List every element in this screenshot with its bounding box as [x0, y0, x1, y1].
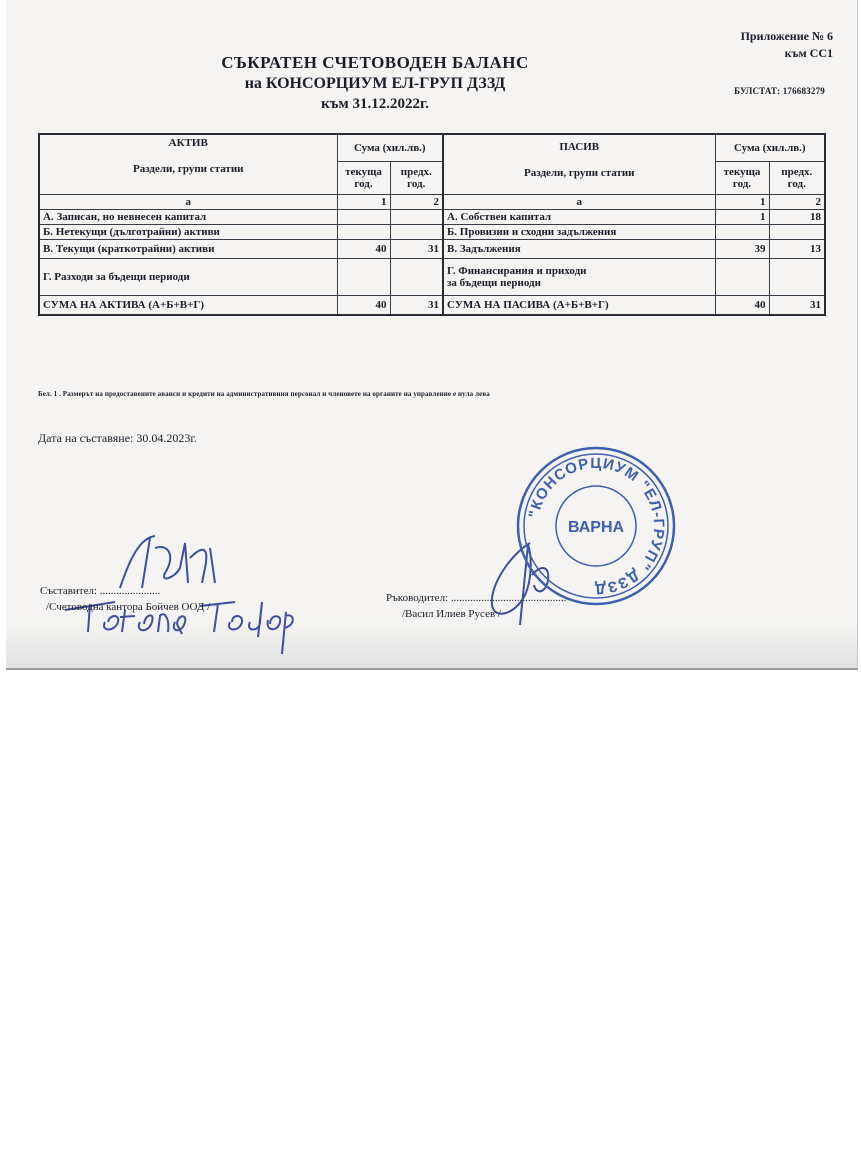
- col-a-label: а: [443, 195, 715, 210]
- manager-block: [386, 590, 566, 622]
- liabilities-sections-label: Раздели, групи статии: [524, 167, 635, 179]
- footnote: Бел. 1 . Размерът на предоставените аванси и кредити на административния персонал и членовете на органите на управление е нула лева: [38, 390, 490, 398]
- asset-row-g: Г. Разходи за бъдещи периоди: [39, 259, 337, 296]
- asset-row-v: В. Текущи (краткотрайни) активи: [39, 240, 337, 259]
- liability-row-v-current: 39: [715, 240, 769, 259]
- liability-row-g-line-1: Г. Финансирания и приходи: [447, 265, 587, 277]
- assets-total: СУМА НА АКТИВА (А+Б+В+Г): [39, 296, 337, 316]
- assets-sections-label: Раздели, групи статии: [132, 163, 244, 175]
- assets-previous-year-header: предх. год.: [390, 162, 443, 195]
- liability-row-v-previous: 13: [769, 240, 825, 259]
- asset-row-g-previous: [390, 259, 443, 296]
- compiler-org: /Счетоводна кантора Бойчев ООД /: [46, 601, 211, 613]
- asset-row-b: Б. Нетекущи (дълготрайни) активи: [39, 225, 337, 240]
- appendix-line-2: към СС1: [784, 46, 833, 60]
- asset-row-g-current: [337, 259, 390, 296]
- manager-dots: ..........................................: [450, 592, 567, 604]
- liability-row-g-previous: [769, 259, 825, 296]
- asset-row-b-previous: [390, 225, 443, 240]
- col-a-label: а: [39, 195, 337, 210]
- compilation-date: Дата на съставяне: 30.04.2023г.: [38, 431, 197, 445]
- appendix-line-1: Приложение № 6: [740, 29, 833, 43]
- liability-row-a: А. Собствен капитал: [443, 210, 715, 225]
- stamp-center-text: ВАРНА: [567, 519, 625, 536]
- liabilities-current-year-header: текуща год.: [715, 162, 769, 195]
- balance-table: [38, 133, 826, 316]
- asset-row-a: А. Записан, но невнесен капитал: [39, 210, 337, 225]
- liabilities-header: ПАСИВ: [559, 141, 600, 153]
- asset-row-b-current: [337, 225, 390, 240]
- liability-row-g-line-2: за бъдещи периоди: [447, 277, 541, 289]
- liability-row-b-previous: [769, 225, 825, 240]
- liabilities-total-previous: 31: [769, 296, 825, 316]
- manager-label: Ръководител:: [386, 592, 449, 604]
- liabilities-previous-year-header: предх. год.: [769, 162, 825, 195]
- assets-sum-header: Сума (хил.лв.): [337, 134, 443, 162]
- asset-row-v-current: 40: [337, 240, 390, 259]
- liability-row-g-current: [715, 259, 769, 296]
- document-title: [200, 52, 550, 115]
- title-line-2: на КОНСОРЦИУМ ЕЛ-ГРУП ДЗЗД: [244, 75, 506, 92]
- manager-name: /Васил Илиев Русев /: [402, 608, 501, 620]
- compiler-block: [40, 583, 210, 615]
- compiler-label: Съставител:: [40, 585, 98, 597]
- assets-header-cell: [39, 134, 337, 195]
- col-2-label: 2: [390, 195, 443, 210]
- liability-row-b: Б. Провизии и сходни задължения: [443, 225, 715, 240]
- assets-total-previous: 31: [390, 296, 443, 316]
- liability-row-g: [443, 259, 715, 296]
- liabilities-sum-header: Сума (хил.лв.): [715, 134, 825, 162]
- asset-row-v-previous: 31: [390, 240, 443, 259]
- liabilities-total: СУМА НА ПАСИВА (А+Б+В+Г): [443, 296, 715, 316]
- title-line-1: СЪКРАТЕН СЧЕТОВОДЕН БАЛАНС: [221, 53, 529, 72]
- title-line-3: към 31.12.2022г.: [321, 96, 429, 112]
- liabilities-header-cell: [443, 134, 715, 195]
- col-2-label: 2: [769, 195, 825, 210]
- col-1-label: 1: [337, 195, 390, 210]
- asset-row-a-previous: [390, 210, 443, 225]
- liability-row-v: В. Задължения: [443, 240, 715, 259]
- col-1-label: 1: [715, 195, 769, 210]
- stamp-ring-text: "КОНСОРЦИУМ "ЕЛ-ГРУП" ДЗЗД: [525, 454, 668, 598]
- assets-header: АКТИВ: [168, 137, 208, 149]
- liabilities-total-current: 40: [715, 296, 769, 316]
- bulstat: БУЛСТАТ: 176683279: [734, 86, 825, 96]
- appendix-label: [733, 28, 833, 62]
- asset-row-a-current: [337, 210, 390, 225]
- compiler-dots: ......................: [99, 585, 161, 597]
- assets-current-year-header: текуща год.: [337, 162, 390, 195]
- company-stamp: [514, 444, 678, 608]
- liability-row-a-previous: 18: [769, 210, 825, 225]
- assets-total-current: 40: [337, 296, 390, 316]
- liability-row-a-current: 1: [715, 210, 769, 225]
- liability-row-b-current: [715, 225, 769, 240]
